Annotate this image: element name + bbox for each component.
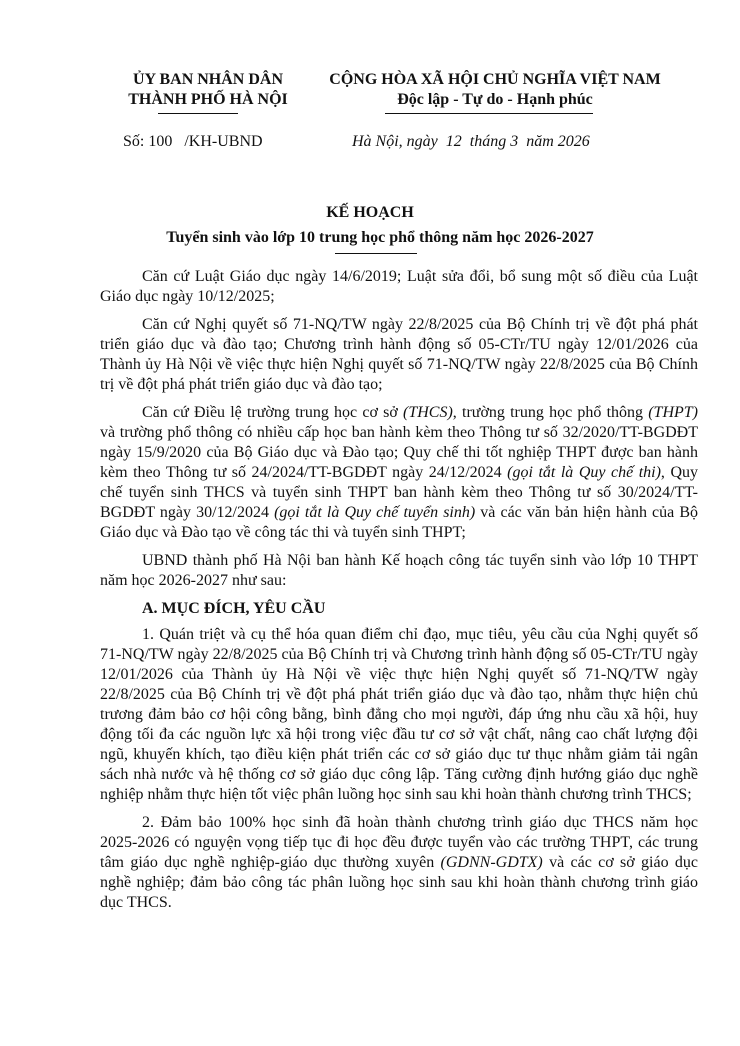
agency-line-2: THÀNH PHỐ HÀ NỘI xyxy=(128,91,288,108)
italic-abbreviation: (THPT) xyxy=(648,404,698,421)
italic-abbreviation: (GDNN-GDTX) xyxy=(440,854,543,871)
text-segment: và các cơ sở giáo dục nghề nghiệp; đảm bảo công tác phân luồng học sinh sau khi hoàn thành chương trình giáo dục THCS. xyxy=(100,854,698,911)
text-segment: 2. Đảm bảo 100% học sinh đã hoàn thành chương trình giáo dục THCS năm học 2025-2026 có nguyện vọng tiếp tục đi học đều được tuyển vào các trường THPT, các trung tâm giáo dục nghề nghiệp-giáo dục thường xuyên xyxy=(100,814,698,871)
paragraph-legal-basis-1: Căn cứ Luật Giáo dục ngày 14/6/2019; Luật sửa đổi, bổ sung một số điều của Luật Giáo dục ngày 10/12/2025; xyxy=(100,268,698,305)
document-title: KẾ HOẠCH xyxy=(326,204,414,221)
section-heading-a: A. MỤC ĐÍCH, YÊU CẦU xyxy=(142,600,326,617)
text-segment: , Quy chế tuyển sinh THCS và tuyển sinh THPT ban hành kèm theo Thông tư số 30/2024/TT-BGDĐT ngày 30/12/2024 xyxy=(100,464,698,521)
italic-abbreviation: (THCS) xyxy=(403,404,453,421)
agency-line-1: ỦY BAN NHÂN DÂN xyxy=(132,71,284,88)
document-number: Số: 100 /KH-UBND xyxy=(123,133,263,150)
title-underline xyxy=(335,253,417,254)
place-and-date: Hà Nội, ngày 12 tháng 3 năm 2026 xyxy=(352,133,590,150)
national-heading xyxy=(300,70,690,110)
document-subtitle: Tuyển sinh vào lớp 10 trung học phổ thông năm học 2026-2027 xyxy=(166,229,594,246)
italic-note: (gọi tắt là Quy chế tuyển sinh) xyxy=(274,504,476,521)
text-segment: Căn cứ Điều lệ trường trung học cơ sở xyxy=(142,404,404,421)
nation-line-2: Độc lập - Tự do - Hạnh phúc xyxy=(397,91,593,108)
text-segment: và trường phổ thông có nhiều cấp học ban hành kèm theo Thông tư số 32/2020/TT-BGDĐT ngày 15/9/2020 của Bộ Giáo dục và Đào tạo; Quy chế thi tốt nghiệp THPT được ban hành kèm theo Thông tư số 24/2024/TT-BGDĐT ngày 24/12/2024 xyxy=(100,424,698,481)
paragraph-legal-basis-2: Căn cứ Nghị quyết số 71-NQ/TW ngày 22/8/2025 của Bộ Chính trị về đột phá phát triển giáo dục và đào tạo; Chương trình hành động số 05-CTr/TU ngày 12/01/2026 của Thành ủy Hà Nội về việc thực hiện Nghị quyết số 71-NQ/TW ngày 22/8/2025 của Bộ Chính trị về đột phá phát triển giáo dục và đào tạo; xyxy=(100,316,698,393)
issuing-agency xyxy=(88,70,328,110)
paragraph-legal-basis-3 xyxy=(100,403,698,543)
agency-underline xyxy=(158,113,238,114)
text-segment: và các văn bản hiện hành của Bộ Giáo dục và Đào tạo về công tác thi và tuyển sinh THPT; xyxy=(100,504,699,541)
paragraph-issuance: UBND thành phố Hà Nội ban hành Kế hoạch công tác tuyển sinh vào lớp 10 THPT năm học 2026-2027 như sau: xyxy=(100,552,698,589)
italic-note: (gọi tắt là Quy chế thi) xyxy=(507,464,661,481)
list-item-1: 1. Quán triệt và cụ thể hóa quan điểm chỉ đạo, mục tiêu, yêu cầu của Nghị quyết số 71-NQ/TW ngày 22/8/2025 của Bộ Chính trị và Chương trình hành động số 05-CTr/TU ngày 12/01/2026 của Thành ủy Hà Nội về việc thực hiện Nghị quyết số 71-NQ/TW ngày 22/8/2025 của Bộ Chính trị về đột phá phát triển giáo dục và đào tạo, nhằm thực hiện chủ trương đảm bảo cơ hội công bằng, bình đẳng cho mọi người, đáp ứng nhu cầu xã hội, huy động tối đa các nguồn lực xã hội trong việc đầu tư cơ sở vật chất, nâng cao chất lượng đội ngũ, khuyến khích, tạo điều kiện phát triển các cơ sở giáo dục tư thục nhằm giảm tải ngân sách nhà nước và hệ thống cơ sở giáo dục công lập. Tăng cường định hướng giáo dục nghề nghiệp nhằm thực hiện tốt việc phân luồng học sinh sau khi hoàn thành chương trình THCS; xyxy=(100,626,698,803)
nation-line-1: CỘNG HÒA XÃ HỘI CHỦ NGHĨA VIỆT NAM xyxy=(329,71,661,88)
document-body xyxy=(100,267,698,921)
motto-underline xyxy=(385,113,593,114)
list-item-2 xyxy=(100,813,698,913)
text-segment: , trường trung học phổ thông xyxy=(452,404,649,421)
